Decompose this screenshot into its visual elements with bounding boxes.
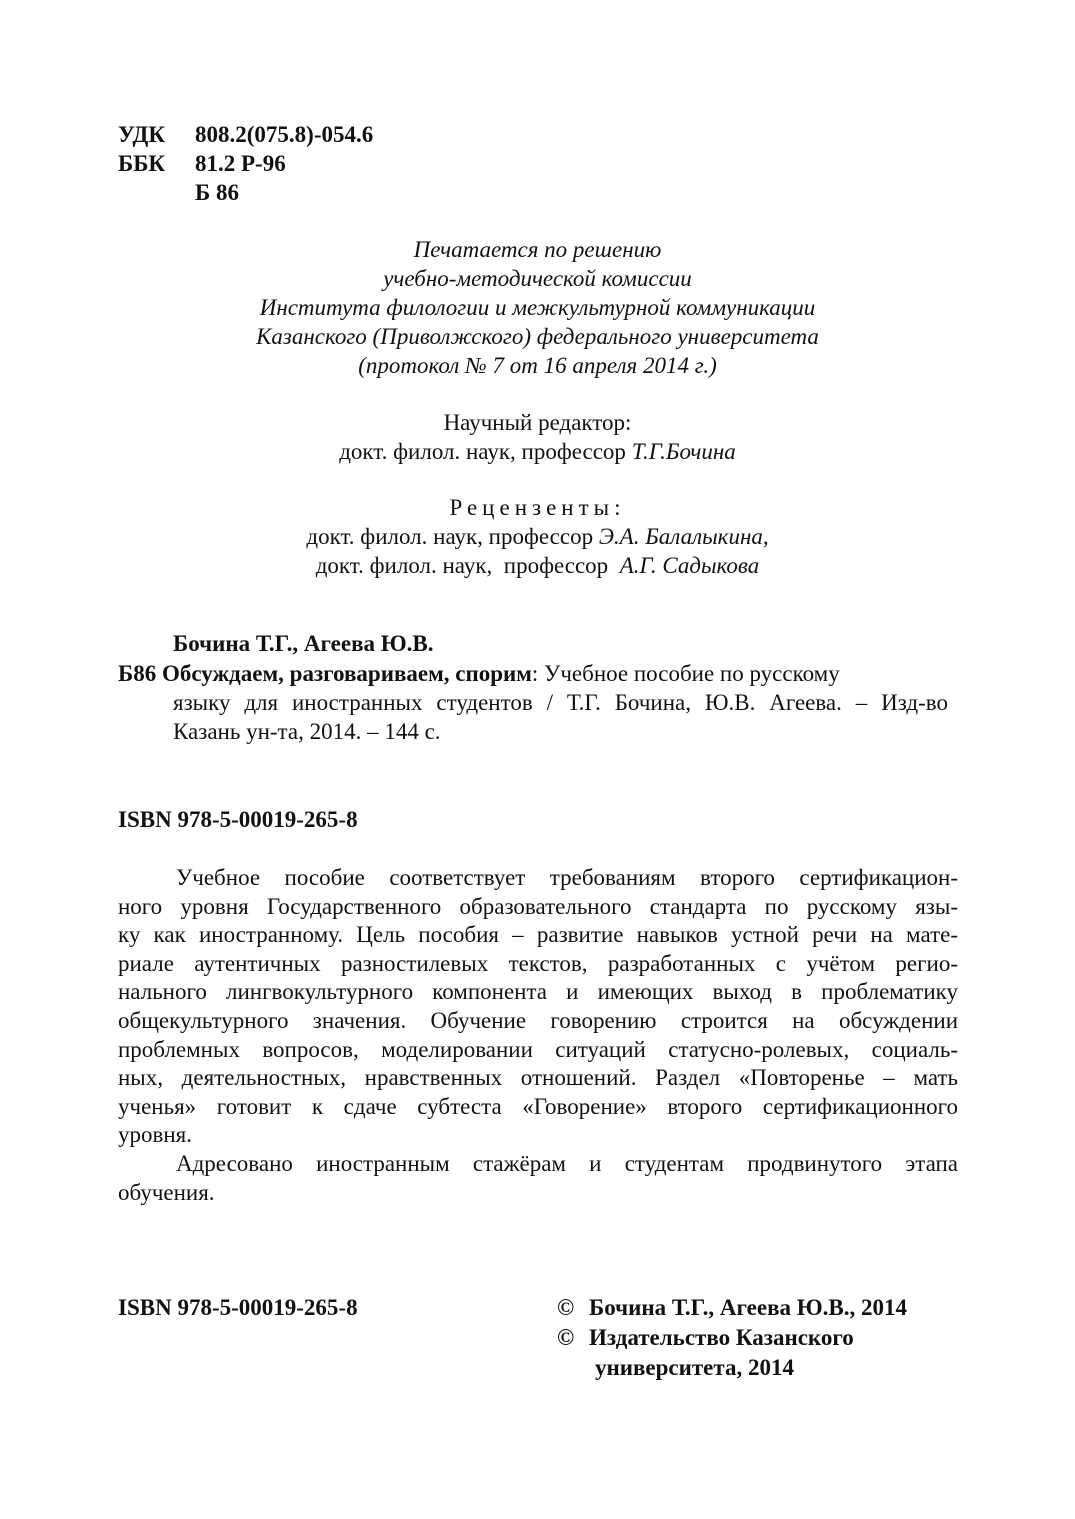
copyright-publisher xyxy=(557,1323,854,1353)
copyright-authors-text: Бочина Т.Г., Агеева Ю.В., 2014 xyxy=(589,1295,907,1320)
abstract-line: ного уровня Государственного образовательного стандарта по русскому язы- xyxy=(118,893,958,919)
abstract-line: проблемных вопросов, моделировании ситуаций статусно-ролевых, социаль- xyxy=(118,1036,958,1062)
bib-line-2: языку для иностранных студентов / Т.Г. Бочина, Ю.В. Агеева. – Изд-во xyxy=(173,690,948,715)
bib-line-1 xyxy=(118,660,948,688)
author-sign-row xyxy=(118,179,239,207)
bbk-value: 81.2 Р-96 xyxy=(195,151,286,176)
bib-line-1-rest: : Учебное пособие по русскому xyxy=(531,661,840,686)
bib-authors: Бочина Т.Г., Агеева Ю.В. xyxy=(173,631,434,656)
bbk-row xyxy=(118,150,286,178)
isbn-bottom: ISBN 978-5-00019-265-8 xyxy=(118,1295,358,1320)
abstract-line: Учебное пособие соответствует требованиям второго сертификацион- xyxy=(176,865,958,890)
abstract-line: общекультурного значения. Обучение говорению строится на обсуждении xyxy=(118,1007,958,1033)
reviewer-1 xyxy=(0,523,1075,551)
approval-line-4: Казанского (Приволжского) федерального университета xyxy=(256,324,819,349)
copyright-symbol: © xyxy=(557,1295,575,1320)
author-sign: Б 86 xyxy=(195,180,239,205)
bib-title: Обсуждаем, разговариваем, спорим xyxy=(161,661,532,686)
copyright-authors xyxy=(557,1293,907,1323)
editor-title: докт. филол. наук, профессор xyxy=(339,439,632,464)
bib-line-3: Казань ун-та, 2014. – 144 с. xyxy=(173,719,441,744)
reviewer-1-name: Э.А. Балалыкина, xyxy=(598,524,769,549)
reviewers-heading: Рецензенты: xyxy=(449,495,626,520)
approval-line-1: Печатается по решению xyxy=(413,237,662,262)
copyright-symbol: © xyxy=(557,1325,575,1350)
abstract xyxy=(118,864,958,1207)
abstract-line: обучения. xyxy=(118,1179,215,1205)
copyright-publisher-text: Издательство Казанского xyxy=(589,1325,854,1350)
abstract-line: нального лингвокультурного компонента и имеющих выход в проблематику xyxy=(118,979,958,1005)
abstract-line: ученья» готовит к сдаче субтеста «Говорение» второго сертификационного xyxy=(118,1093,958,1119)
bbk-label: ББК xyxy=(118,151,166,176)
approval-line-2: учебно-методической комиссии xyxy=(383,266,692,291)
udk-label: УДК xyxy=(118,122,166,147)
approval-line-5: (протокол № 7 от 16 апреля 2014 г.) xyxy=(358,353,717,378)
abstract-line: ных, деятельностных, нравственных отношений. Раздел «Повторенье – мать xyxy=(118,1065,958,1091)
editor-line xyxy=(0,438,1075,466)
udk-row xyxy=(118,121,373,149)
copyright-publisher-line-2: университета, 2014 xyxy=(595,1355,794,1380)
reviewer-2-name: А.Г. Садыкова xyxy=(619,553,760,578)
editor-name: Т.Г.Бочина xyxy=(631,439,736,464)
reviewer-2-title: докт. филол. наук, профессор xyxy=(315,553,620,578)
approval-line-3: Института филологии и межкультурной коммуникации xyxy=(259,295,816,320)
abstract-line: риале аутентичных разностилевых текстов, разработанных с учётом регио- xyxy=(118,950,958,976)
abstract-line: уровня. xyxy=(118,1122,192,1148)
abstract-line: ку как иностранному. Цель пособия – развитие навыков устной речи на мате- xyxy=(118,922,958,948)
editor-heading: Научный редактор: xyxy=(443,410,632,435)
isbn-top: ISBN 978-5-00019-265-8 xyxy=(118,807,358,832)
bib-code: Б86 xyxy=(118,661,157,686)
reviewer-1-title: докт. филол. наук, профессор xyxy=(306,524,599,549)
udk-value: 808.2(075.8)-054.6 xyxy=(195,122,374,147)
reviewer-2 xyxy=(0,552,1075,580)
abstract-line: Адресовано иностранным стажёрам и студентам продвинутого этапа xyxy=(176,1150,958,1176)
